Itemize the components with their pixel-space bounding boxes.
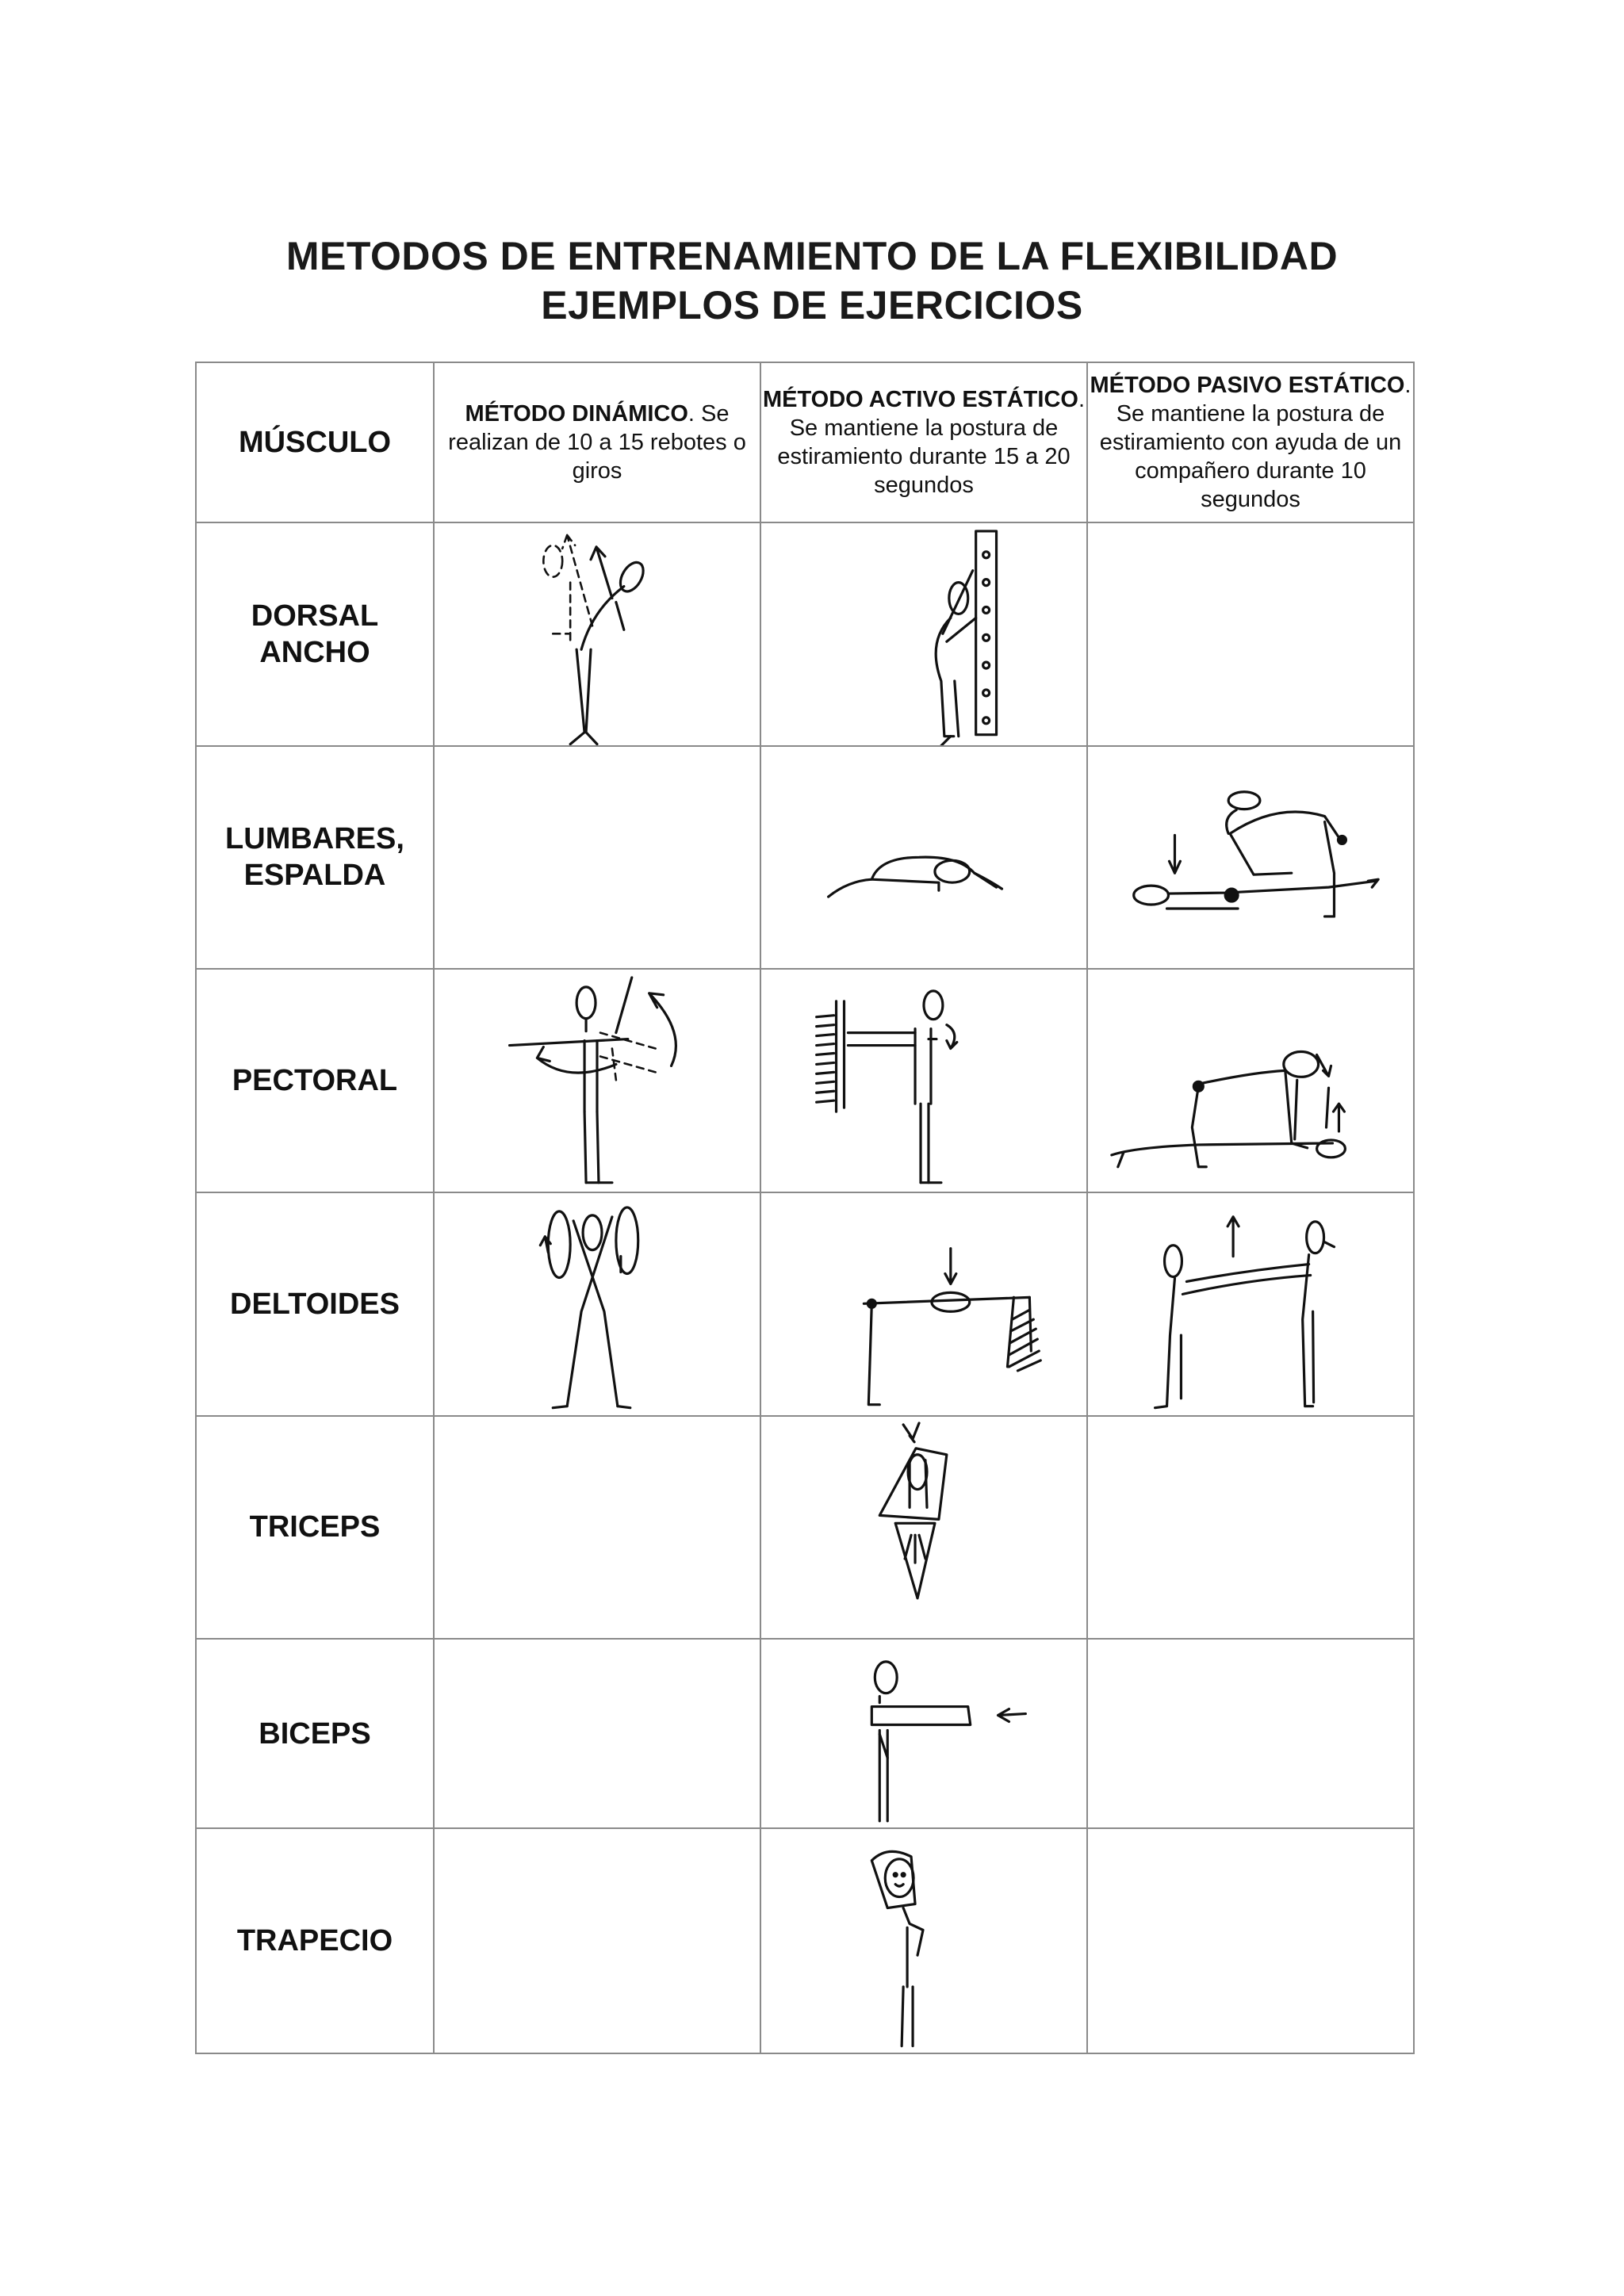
table-row bbox=[196, 746, 1414, 970]
stick-figure-arm-circles-drawing bbox=[435, 1193, 760, 1415]
header-active-method bbox=[760, 362, 1087, 522]
stick-figure-wall-chest-stretch-drawing bbox=[761, 970, 1086, 1192]
partner-chest-stretch-drawing bbox=[1088, 970, 1413, 1192]
header-active-title: MÉTODO ACTIVO ESTÁTICO bbox=[762, 387, 1078, 412]
partner-deltoid-stretch-drawing bbox=[1088, 1193, 1413, 1415]
stick-figure-arm-swing-drawing bbox=[435, 970, 760, 1192]
header-active-desc: . Se mantiene la postura de estiramiento durante 15 a 20 segundos bbox=[777, 387, 1086, 498]
biceps-dynamic-empty bbox=[434, 1639, 760, 1828]
partner-lumbar-stretch-drawing bbox=[1088, 747, 1413, 969]
header-dynamic-method bbox=[434, 362, 760, 522]
header-passive-title: MÉTODO PASIVO ESTÁTICO bbox=[1090, 373, 1405, 398]
table-row bbox=[196, 1416, 1414, 1640]
table-row bbox=[196, 969, 1414, 1192]
muscle-label: LUMBARES, ESPALDA bbox=[196, 746, 434, 970]
pectoral-dynamic-illustration bbox=[434, 969, 760, 1192]
trapezius-passive-empty bbox=[1087, 1828, 1414, 2053]
header-passive-desc: . Se mantiene la postura de estiramiento con ayuda de un compañero durante 10 segundos bbox=[1099, 373, 1411, 512]
table-row bbox=[196, 522, 1414, 746]
muscle-label: DORSAL ANCHO bbox=[196, 522, 434, 746]
biceps-active-illustration bbox=[760, 1639, 1087, 1828]
page-subtitle: EJEMPLOS DE EJERCICIOS bbox=[541, 283, 1083, 327]
deltoid-passive-illustration bbox=[1087, 1192, 1414, 1416]
muscle-label: DELTOIDES bbox=[196, 1192, 434, 1416]
muscle-label: TRICEPS bbox=[196, 1416, 434, 1640]
muscle-label: BICEPS bbox=[196, 1639, 434, 1828]
table-row bbox=[196, 1828, 1414, 2053]
header-muscle: MÚSCULO bbox=[196, 362, 434, 522]
page-title: METODOS DE ENTRENAMIENTO DE LA FLEXIBILIDAD bbox=[285, 234, 1339, 278]
dorsal-passive-empty bbox=[1087, 522, 1414, 746]
trapezius-active-illustration bbox=[760, 1828, 1087, 2053]
triceps-active-illustration bbox=[760, 1416, 1087, 1640]
pectoral-active-illustration bbox=[760, 969, 1087, 1192]
header-dynamic-desc: . Se realizan de 10 a 15 rebotes o giros bbox=[448, 401, 746, 484]
stick-figure-side-bend-drawing bbox=[435, 523, 760, 745]
deltoid-dynamic-illustration bbox=[434, 1192, 760, 1416]
title-block bbox=[0, 232, 1624, 330]
muscle-label: TRAPECIO bbox=[196, 1828, 434, 2053]
stick-figure-biceps-stretch-drawing bbox=[761, 1640, 1086, 1827]
header-passive-method bbox=[1087, 362, 1414, 522]
lumbar-passive-illustration bbox=[1087, 746, 1414, 970]
muscle-label: PECTORAL bbox=[196, 969, 434, 1192]
header-dynamic-title: MÉTODO DINÁMICO bbox=[465, 401, 688, 427]
stick-figure-wall-bar-drawing bbox=[761, 523, 1086, 745]
table-header-row bbox=[196, 362, 1414, 522]
exercise-table bbox=[195, 362, 1415, 2054]
stick-figure-shoulder-bar-stretch-drawing bbox=[761, 1193, 1086, 1415]
triceps-dynamic-empty bbox=[434, 1416, 760, 1640]
pectoral-passive-illustration bbox=[1087, 969, 1414, 1192]
deltoid-active-illustration bbox=[760, 1192, 1087, 1416]
table-row bbox=[196, 1192, 1414, 1416]
lumbar-dynamic-empty bbox=[434, 746, 760, 970]
table-row bbox=[196, 1639, 1414, 1828]
stick-figure-overhead-triceps-drawing bbox=[761, 1417, 1086, 1639]
triceps-passive-empty bbox=[1087, 1416, 1414, 1640]
stick-figure-neck-stretch-drawing bbox=[761, 1829, 1086, 2053]
dorsal-dynamic-illustration bbox=[434, 522, 760, 746]
biceps-passive-empty bbox=[1087, 1639, 1414, 1828]
lumbar-active-illustration bbox=[760, 746, 1087, 970]
stick-figure-child-pose-drawing bbox=[761, 747, 1086, 969]
dorsal-active-illustration bbox=[760, 522, 1087, 746]
trapezius-dynamic-empty bbox=[434, 1828, 760, 2053]
